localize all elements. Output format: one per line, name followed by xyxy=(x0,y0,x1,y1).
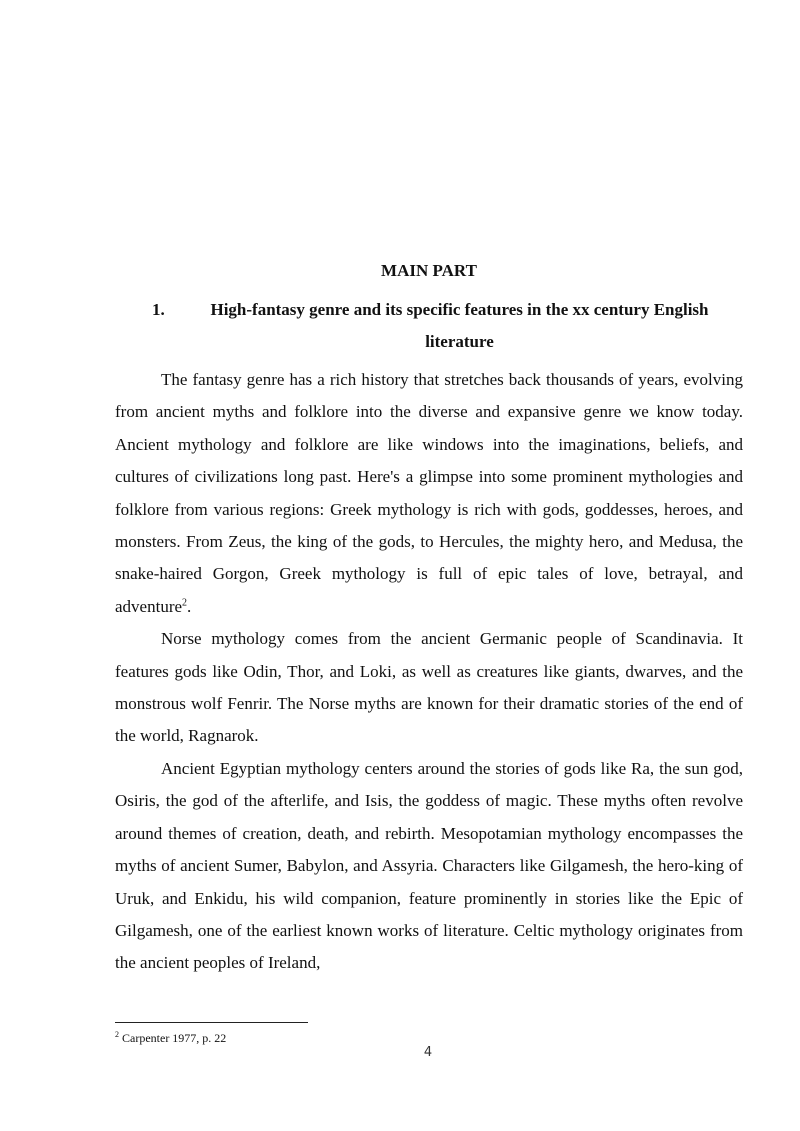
section-title: MAIN PART xyxy=(381,261,477,280)
paragraph-egyptian-mythology xyxy=(115,753,743,980)
footnote-number: 2 xyxy=(115,1030,119,1039)
paragraph-norse-mythology xyxy=(115,623,743,753)
page-number: 4 xyxy=(423,1045,433,1060)
footnote-text: Carpenter 1977, p. 22 xyxy=(122,1031,227,1045)
paragraph-greek-mythology xyxy=(115,364,743,623)
chapter-number: 1. xyxy=(152,300,165,319)
footnote-separator xyxy=(115,1022,308,1023)
paragraph-text: The fantasy genre has a rich history that stretches back thousands of years, evolving from ancient myths and folklore into the diverse and expansive genre we know today. Ancient mythology and folklore are like windows into the imaginations, beliefs, and cultures of civilizations long past. Here's a glimpse into some prominent mythologies and folklore from various regions: Greek mythology is rich with gods, goddesses, heroes, and monsters. From Zeus, the king of the gods, to Hercules, the mighty hero, and Medusa, the snake-haired Gorgon, Greek mythology is full of epic tales of love, betrayal, and adventure xyxy=(115,370,743,616)
footnote xyxy=(115,1030,226,1046)
footnote-reference[interactable]: 2 xyxy=(182,597,188,609)
paragraph-text: Norse mythology comes from the ancient Germanic people of Scandinavia. It features gods like Odin, Thor, and Loki, as well as creatures like giants, dwarves, and the monstrous wolf Fenrir. The Norse myths are known for their dramatic stories of the end of the world, Ragnarok. xyxy=(115,629,743,746)
chapter-heading xyxy=(115,294,743,358)
paragraph-text: Ancient Egyptian mythology centers around the stories of gods like Ra, the sun god, Osiris, the god of the afterlife, and Isis, the goddess of magic. These myths often revolve around themes of creation, death, and rebirth. Mesopotamian mythology encompasses the myths of ancient Sumer, Babylon, and Assyria. Characters like Gilgamesh, the hero-king of Uruk, and Enkidu, his wild companion, feature prominently in stories like the Epic of Gilgamesh, one of the earliest known works of literature. Celtic mythology originates from the ancient peoples of Ireland, xyxy=(115,758,743,973)
page-body xyxy=(115,256,743,980)
chapter-title: High-fantasy genre and its specific features in the xx century English literature xyxy=(210,300,709,351)
paragraph-end-punctuation: . xyxy=(187,596,192,616)
